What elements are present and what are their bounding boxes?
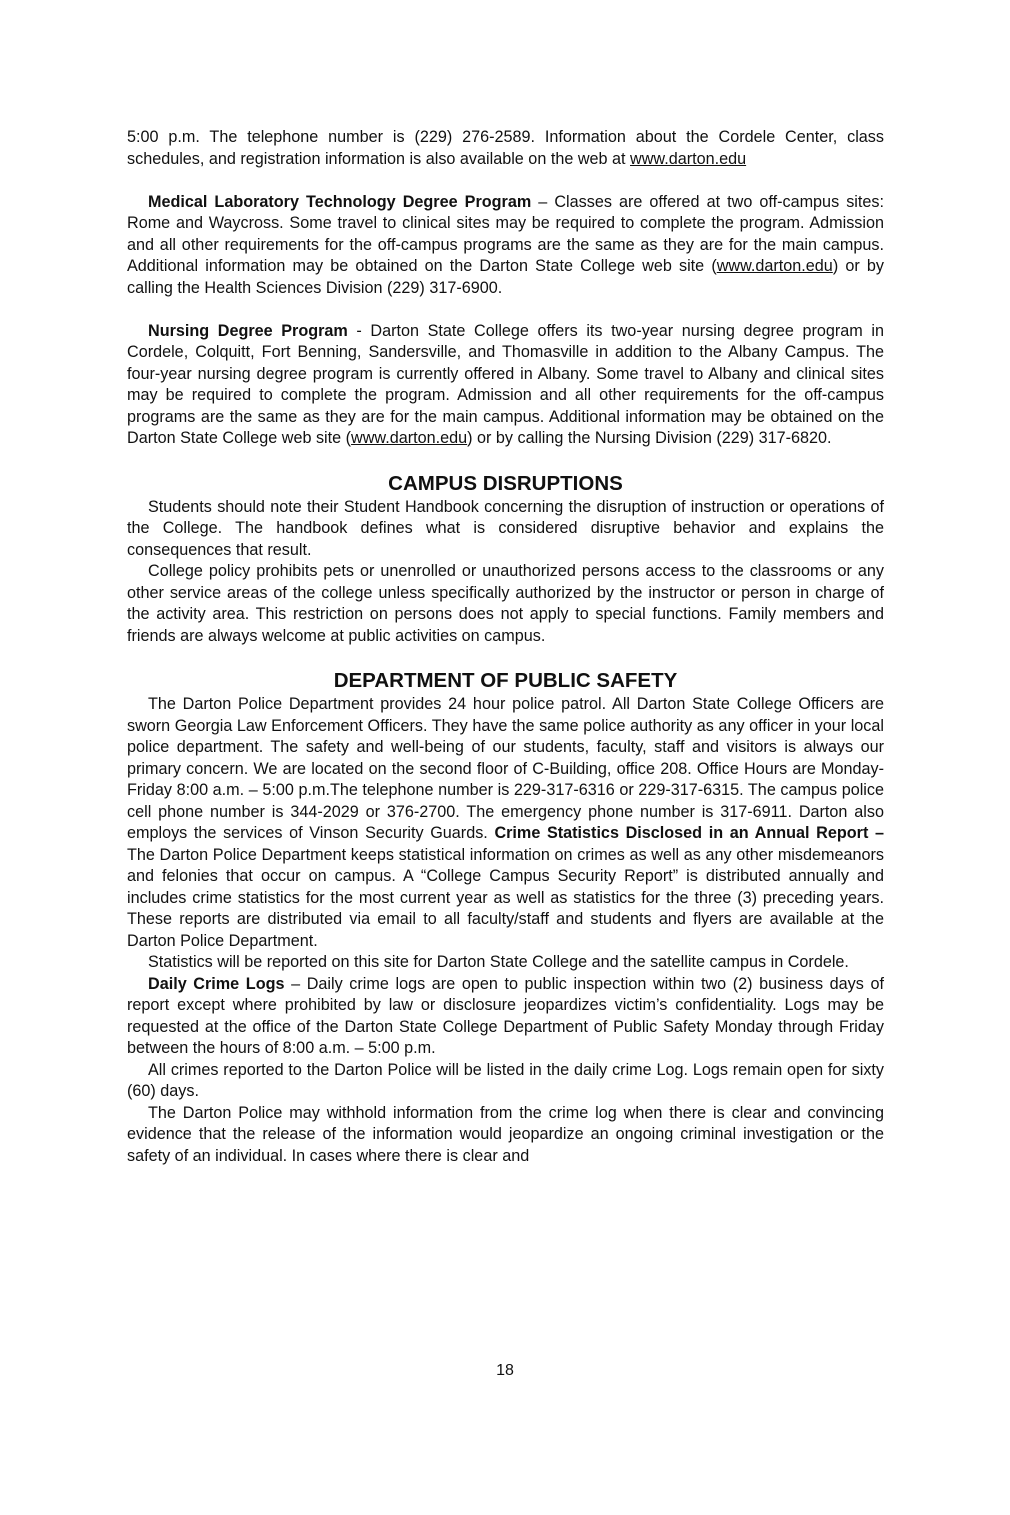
page-number: 18 (496, 1362, 514, 1379)
mlt-web-link[interactable]: www.darton.edu (716, 257, 833, 275)
daily-crime-logs-paragraph (127, 974, 884, 1060)
public-safety-paragraph-5: The Darton Police may withhold information from the crime log when there is clear and convincing evidence that the release of the information would jeopardize an ongoing criminal investigation or the safety of an individual. In cases where there is clear and (127, 1103, 884, 1165)
crime-statistics-heading: Crime Statistics Disclosed in an Annual Report – (494, 824, 884, 842)
public-safety-paragraph-1 (127, 694, 884, 952)
document-page (127, 127, 884, 1167)
nursing-paragraph (127, 321, 884, 450)
mlt-paragraph (127, 192, 884, 300)
public-safety-paragraph-4: All crimes reported to the Darton Police will be listed in the daily crime Log. Logs remain open for sixty (60) days. (127, 1060, 884, 1100)
public-safety-text-1: The Darton Police Department provides 24 hour police patrol. All Darton State College Officers are sworn Georgia Law Enforcement Officers. They have the same police authority as any officer in your local police department. The safety and well-being of our students, faculty, staff and visitors is always our primary concern. We are located on the second floor of C-Building, office 208. Office Hours are Monday-Friday 8:00 a.m. – 5:00 p.m.The telephone number is 229-317-6316 or 229-317-6315. The campus police cell phone number is 344-2029 or 376-2700. The emergency phone number is 317-6911. Darton also employs the services of Vinson Security Guards. (127, 695, 884, 842)
intro-text: 5:00 p.m. The telephone number is (229) 276-2589. Information about the Cordele Center, class schedules, and registration information is also available on the web at (127, 128, 884, 168)
mlt-heading: Medical Laboratory Technology Degree Program (148, 192, 532, 211)
daily-crime-logs-text: – Daily crime logs are open to public inspection within two (2) business days of report except where prohibited by law or disclosure jeopardizes victim’s confidentiality. Logs may be requested at the office of the Darton State College Department of Public Safety Monday through Friday between the hours of 8:00 a.m. – 5:00 p.m. (127, 974, 884, 1057)
nursing-heading: Nursing Degree Program (148, 321, 348, 340)
daily-crime-logs-heading: Daily Crime Logs (148, 974, 285, 993)
mlt-text-1: – Classes are offered at two off-campus sites: Rome and Waycross. Some travel to clinical sites may be required to complete the program. Admission and all other requirements for the off-campus programs are the same as they are for the main campus. Additional information may be obtained on the Darton State College web site ( (127, 192, 884, 275)
campus-disruptions-paragraph-2: College policy prohibits pets or unenrolled or unauthorized persons access to the classrooms or any other service areas of the college unless specifically authorized by the instructor or person in charge of the activity area. This restriction on persons does not apply to special functions. Family members and friends are always welcome at public activities on campus. (127, 562, 884, 645)
public-safety-paragraph-2: Statistics will be reported on this site for Darton State College and the satellite campus in Cordele. (148, 953, 849, 971)
nursing-web-link[interactable]: www.darton.edu (351, 429, 468, 447)
darton-web-link[interactable]: www.darton.edu (630, 149, 747, 168)
nursing-text-1: - Darton State College offers its two-year nursing degree program in Cordele, Colquitt, Fort Benning, Sandersville, and Thomasville in addition to the Albany Campus. The four-year nursing degree program is currently offered in Albany. Some travel to Albany and clinical sites may be required to complete the program. Admission and all other requirements for the off-campus programs are the same as they are for the main campus. Additional information may be obtained on the Darton State College web site ( (127, 321, 884, 447)
public-safety-text-2: The Darton Police Department keeps statistical information on crimes as well as any other misdemeanors and felonies that occur on campus. A “College Campus Security Report” is distributed annually and includes crime statistics for the most current year as well as statistics for the three (3) preceding years. These reports are distributed via email to all faculty/staff and students and flyers are available at the Darton Police Department. (127, 845, 884, 950)
mlt-text-2: ) or by calling the Health Sciences Division (229) 317-6900. (127, 257, 884, 297)
intro-paragraph (127, 127, 884, 170)
public-safety-title: DEPARTMENT OF PUBLIC SAFETY (333, 669, 678, 692)
campus-disruptions-title: CAMPUS DISRUPTIONS (388, 471, 623, 495)
nursing-text-2: ) or by calling the Nursing Division (229) 317-6820. (467, 429, 832, 447)
campus-disruptions-paragraph-1: Students should note their Student Handbook concerning the disruption of instruction or operations of the College. The handbook defines what is considered disruptive behavior and explains the consequences that result. (127, 497, 884, 559)
